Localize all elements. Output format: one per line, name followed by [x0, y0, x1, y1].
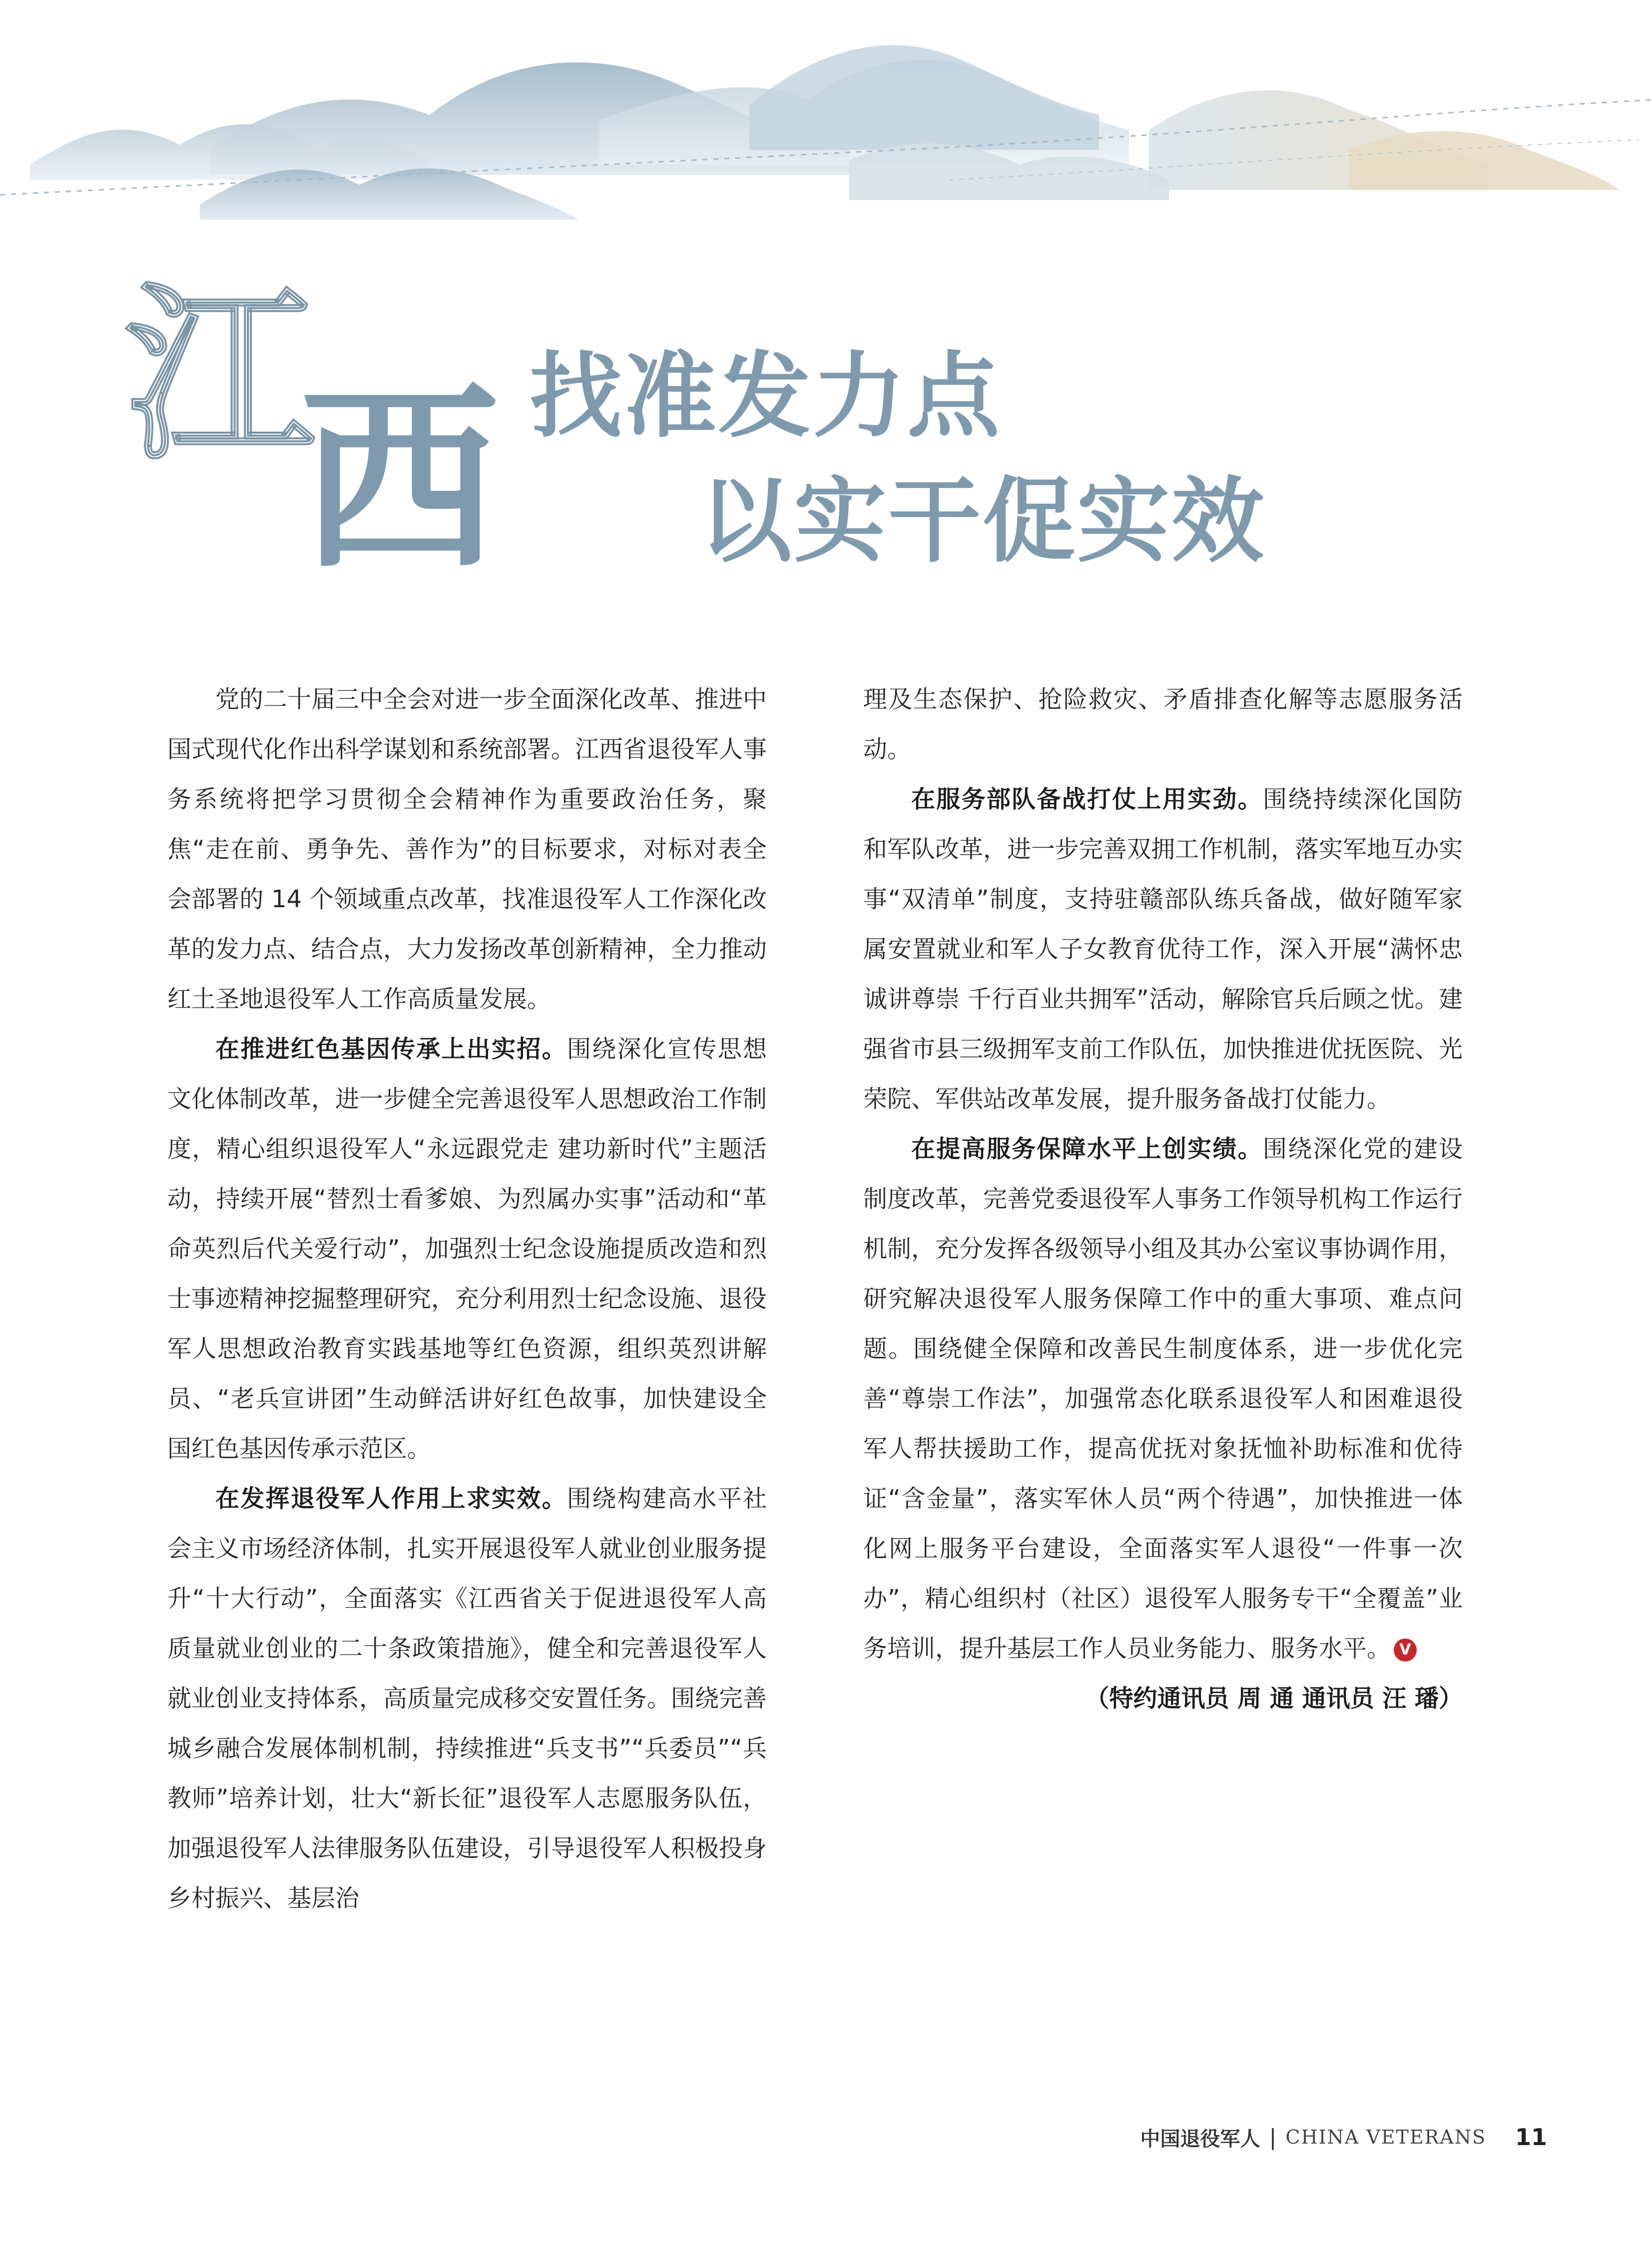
continuation-paragraph: 理及生态保护、抢险救灾、矛盾排查化解等志愿服务活动。 — [863, 685, 1463, 763]
right-column — [863, 674, 1463, 1723]
section-body: 围绕深化宣传思想文化体制改革，进一步健全完善退役军人思想政治工作制度，精心组织退役军人“永远跟党走 建功新时代”主题活动，持续开展“替烈士看爹娘、为烈属办实事”活动和“革命英烈后代关爱行动”，加强烈士纪念设施提质改造和烈士事迹精神挖掘整理研究，充分利用烈士纪念设施、退役军人思想政治教育实践基地等红色资源，组织英烈讲解员、“老兵宣讲团”生动鲜活讲好红色故事，加快建设全国红色基因传承示范区。 — [167, 1035, 767, 1463]
title-line-2: 以实干促实效 — [699, 466, 1266, 575]
section-body: 围绕构建高水平社会主义市场经济体制，扎实开展退役军人就业创业服务提升“十大行动”，全面落实《江西省关于促进退役军人高质量就业创业的二十条政策措施》，健全和完善退役军人就业创业支持体系，高质量完成移交安置任务。围绕完善城乡融合发展体制机制，持续推进“兵支书”“兵委员”“兵教师”培养计划，壮大“新长征”退役军人志愿服务队伍，加强退役军人法律服务队伍建设，引导退役军人积极投身乡村振兴、基层治 — [167, 1485, 767, 1912]
magazine-name-en: CHINA VETERANS — [1285, 2126, 1486, 2148]
page-number: 11 — [1515, 2124, 1547, 2151]
magazine-name-cn: 中国退役军人 — [1140, 2127, 1260, 2151]
section-paragraph — [167, 1024, 767, 1474]
region-char-solid: 西 — [300, 362, 500, 597]
title-line-1: 找准发力点 — [530, 341, 1002, 450]
page-footer — [1140, 2122, 1547, 2152]
intro-paragraph: 党的二十届三中全会对进一步全面深化改革、推进中国式现代化作出科学谋划和系统部署。江西省退役军人事务系统将把学习贯彻全会精神作为重要政治任务，聚焦“走在前、勇争先、善作为”的目标要求，对标对表全会部署的 14 个领域重点改革，找准退役军人工作深化改革的发力点、结合点，大力发扬改革创新精神，全力推动红土圣地退役军人工作高质量发展。 — [167, 685, 767, 1013]
section-body: 围绕深化党的建设制度改革，完善党委退役军人事务工作领导机构工作运行机制，充分发挥各级领导小组及其办公室议事协调作用，研究解决退役军人服务保障工作中的重大事项、难点问题。围绕健全保障和改善民生制度体系，进一步优化完善“尊崇工作法”，加强常态化联系退役军人和困难退役军人帮扶援助工作，提高优抚对象抚恤补助标准和优待证“含金量”，落实军休人员“两个待遇”，加快推进一体化网上服务平台建设，全面落实军人退役“一件事一次办”，精心组织村（社区）退役军人服务专干“全覆盖”业务培训，提升基层工作人员业务能力、服务水平。 — [863, 1135, 1463, 1663]
title-block — [0, 0, 1652, 649]
section-body: 围绕持续深化国防和军队改革，进一步完善双拥工作机制，落实军地互办实事“双清单”制度，支持驻赣部队练兵备战，做好随军家属安置就业和军人子女教育优待工作，深入开展“满怀忠诚讲尊崇 千行百业共拥军”活动，解除官兵后顾之忧。建强省市县三级拥军支前工作队伍，加快推进优抚医院、光荣院、军供站改革发展，提升服务备战打仗能力。 — [863, 785, 1463, 1113]
section-lead: 在推进红色基因传承上出实招。 — [215, 1035, 567, 1063]
section-paragraph — [863, 774, 1463, 1124]
footer-separator: | — [1269, 2124, 1277, 2150]
end-mark-icon: V — [1394, 1639, 1417, 1662]
region-char-outline: 江 — [125, 263, 315, 486]
byline: （特约通讯员 周 通 通讯员 汪 璠） — [1085, 1684, 1463, 1712]
section-lead: 在发挥退役军人作用上求实效。 — [215, 1485, 567, 1513]
section-lead: 在提高服务保障水平上创实绩。 — [911, 1135, 1263, 1163]
section-lead: 在服务部队备战打仗上用实劲。 — [911, 785, 1263, 813]
section-paragraph — [863, 1124, 1463, 1674]
left-column — [167, 674, 767, 1923]
section-paragraph — [167, 1474, 767, 1923]
